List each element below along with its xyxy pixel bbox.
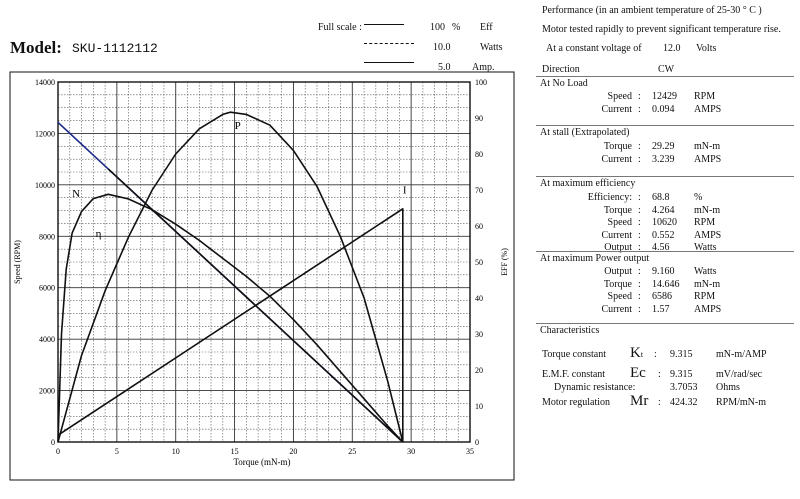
x-tick-label: 30 bbox=[407, 447, 416, 456]
characteristic-label: Torque constant bbox=[542, 349, 607, 360]
row-colon: : bbox=[638, 192, 641, 203]
row-unit: AMPS bbox=[694, 103, 722, 115]
row-unit: AMPS bbox=[694, 303, 722, 315]
row-colon: : bbox=[638, 204, 641, 216]
voltage-value: 12.0 bbox=[663, 43, 681, 54]
series-i-line bbox=[58, 209, 403, 442]
row-value: 12429 bbox=[652, 91, 677, 102]
direction-value: CW bbox=[658, 64, 675, 75]
x-tick-label: 25 bbox=[348, 447, 357, 456]
row-unit: AMPS bbox=[694, 229, 722, 241]
row-value: 9.160 bbox=[652, 266, 675, 277]
y-left-tick-label: 10000 bbox=[35, 180, 55, 190]
y-right-tick-label: 50 bbox=[475, 258, 483, 267]
row-unit: Watts bbox=[694, 266, 717, 277]
x-axis-label: Torque (mN-m) bbox=[233, 457, 291, 467]
y-right-tick-label: 70 bbox=[475, 186, 483, 195]
characteristic-value: 9.315 bbox=[670, 369, 693, 380]
row-label: Torque bbox=[603, 141, 632, 152]
row-unit: mN-m bbox=[694, 204, 721, 216]
x-tick-label: 10 bbox=[171, 447, 180, 456]
characteristic-value: 3.7053 bbox=[670, 382, 698, 393]
model-label: Model: bbox=[10, 38, 62, 57]
row-unit: RPM bbox=[694, 291, 716, 302]
eff-scale-unit: % bbox=[452, 22, 461, 33]
row-label: Current bbox=[601, 229, 632, 241]
row-unit: AMPS bbox=[694, 153, 722, 165]
model-value: SKU-1112112 bbox=[72, 41, 158, 56]
watts-scale-value: 10.0 bbox=[433, 42, 451, 53]
row-colon: : bbox=[638, 242, 641, 254]
characteristic-label: Motor regulation bbox=[542, 397, 611, 408]
row-unit: RPM bbox=[694, 217, 716, 229]
performance-chart bbox=[0, 70, 536, 490]
row-label: Current bbox=[601, 103, 632, 115]
characteristic-symbol: Kt bbox=[630, 345, 644, 361]
series-eff-line bbox=[58, 194, 403, 442]
row-label: Efficiency: bbox=[587, 192, 632, 203]
row-colon: : bbox=[658, 397, 661, 408]
performance-panel bbox=[536, 0, 798, 499]
amp-scale-value: 5.0 bbox=[438, 62, 451, 73]
y-left-tick-label: 14000 bbox=[35, 78, 55, 87]
y-left-tick-label: 8000 bbox=[39, 232, 55, 242]
watts-scale-name: Watts bbox=[480, 42, 503, 53]
row-colon: : bbox=[638, 278, 641, 290]
y-axis-left-label: Speed (RPM) bbox=[13, 240, 22, 284]
y-right-tick-label: 40 bbox=[475, 294, 483, 303]
series-i-label: I bbox=[402, 184, 407, 197]
row-colon: : bbox=[638, 266, 641, 277]
row-label: Torque bbox=[603, 204, 632, 216]
series-eff-label: η bbox=[95, 227, 102, 240]
eff-scale-name: Eff bbox=[480, 22, 493, 33]
row-colon: : bbox=[638, 91, 641, 102]
section-title-stall: At stall (Extrapolated) bbox=[540, 127, 630, 138]
row-unit: mN-m bbox=[694, 141, 721, 152]
row-value: 4.264 bbox=[652, 204, 675, 216]
amp-legend-line bbox=[364, 62, 414, 63]
section-title-characteristics: Characteristics bbox=[540, 325, 600, 336]
row-value: 4.56 bbox=[652, 242, 670, 254]
characteristic-value: 9.315 bbox=[670, 349, 693, 360]
row-label: Speed bbox=[607, 217, 632, 229]
section-title-max_eff: At maximum efficiency bbox=[540, 178, 636, 189]
characteristic-symbol: Ec bbox=[630, 365, 646, 381]
full-scale-label: Full scale : bbox=[318, 22, 362, 33]
eff-scale-value: 100 bbox=[430, 22, 445, 33]
row-value: 68.8 bbox=[652, 192, 670, 203]
characteristic-value: 424.32 bbox=[670, 397, 698, 408]
row-colon: : bbox=[638, 291, 641, 302]
voltage-label: At a constant voltage of bbox=[546, 43, 642, 54]
y-right-tick-label: 30 bbox=[475, 330, 483, 339]
row-label: Speed bbox=[607, 291, 632, 302]
row-colon: : bbox=[638, 303, 641, 315]
row-value: 3.239 bbox=[652, 153, 675, 165]
row-label: Output bbox=[604, 266, 632, 277]
series-n-label: N bbox=[72, 188, 81, 201]
row-value: 6586 bbox=[652, 291, 672, 302]
eff-legend-line bbox=[364, 24, 404, 25]
row-label: Speed bbox=[607, 91, 632, 102]
y-right-tick-label: 10 bbox=[475, 402, 483, 411]
section-divider bbox=[536, 176, 794, 177]
y-axis-right-label: EFF (%) bbox=[500, 248, 509, 276]
row-label: Output bbox=[604, 242, 632, 254]
x-tick-label: 15 bbox=[230, 447, 239, 456]
characteristic-unit: Ohms bbox=[716, 382, 740, 393]
characteristic-unit: mN-m/AMP bbox=[716, 349, 767, 360]
row-label: Current bbox=[601, 303, 632, 315]
row-colon: : bbox=[638, 103, 641, 115]
row-label: Current bbox=[601, 153, 632, 165]
section-divider bbox=[536, 125, 794, 126]
y-left-tick-label: 12000 bbox=[35, 129, 55, 139]
series-p-line bbox=[58, 112, 403, 442]
x-tick-label: 5 bbox=[114, 447, 119, 456]
characteristic-label: E.M.F. constant bbox=[542, 369, 606, 380]
direction-label: Direction bbox=[542, 64, 580, 75]
row-value: 10620 bbox=[652, 217, 677, 229]
section-divider bbox=[536, 323, 794, 324]
y-left-tick-label: 0 bbox=[51, 438, 55, 447]
y-left-tick-label: 6000 bbox=[39, 283, 55, 293]
plot-area bbox=[58, 82, 470, 442]
characteristic-symbol: Mr bbox=[630, 393, 649, 409]
characteristic-unit: RPM/mN-m bbox=[716, 397, 767, 408]
row-value: 29.29 bbox=[652, 141, 675, 152]
y-right-tick-label: 20 bbox=[475, 366, 483, 375]
x-tick-label: 0 bbox=[56, 447, 60, 456]
y-right-tick-label: 0 bbox=[475, 438, 479, 447]
row-value: 0.094 bbox=[652, 103, 675, 115]
row-colon: : bbox=[658, 369, 661, 380]
section-title-max_power: At maximum Power output bbox=[540, 253, 650, 264]
performance-line-2: Motor tested rapidly to prevent significant temperature rise. bbox=[542, 24, 781, 35]
y-left-tick-label: 2000 bbox=[39, 386, 55, 396]
amp-scale-name: Amp. bbox=[472, 62, 495, 73]
y-right-tick-label: 80 bbox=[475, 150, 483, 159]
row-colon: : bbox=[638, 153, 641, 165]
row-label: Torque bbox=[603, 278, 632, 290]
section-title-no_load: At No Load bbox=[540, 78, 588, 89]
row-colon: : bbox=[638, 217, 641, 229]
y-right-tick-label: 60 bbox=[475, 222, 483, 231]
y-left-tick-label: 4000 bbox=[39, 335, 55, 345]
series-p-label: P bbox=[234, 119, 241, 132]
section-divider bbox=[536, 76, 794, 77]
row-colon: : bbox=[638, 229, 641, 241]
section-divider bbox=[536, 251, 794, 252]
y-right-tick-label: 90 bbox=[475, 114, 483, 123]
y-right-tick-label: 100 bbox=[475, 78, 487, 87]
row-value: 1.57 bbox=[652, 303, 670, 315]
watts-legend-line bbox=[364, 43, 414, 44]
characteristic-unit: mV/rad/sec bbox=[716, 369, 763, 380]
row-value: 0.552 bbox=[652, 229, 675, 241]
voltage-unit: Volts bbox=[696, 43, 717, 54]
characteristic-label: Dynamic resistance: bbox=[554, 382, 636, 393]
row-unit: % bbox=[694, 192, 703, 203]
row-unit: Watts bbox=[694, 242, 717, 254]
row-unit: RPM bbox=[694, 91, 716, 102]
row-colon: : bbox=[654, 349, 657, 360]
x-tick-label: 20 bbox=[289, 447, 298, 456]
row-unit: mN-m bbox=[694, 278, 721, 290]
row-value: 14.646 bbox=[652, 278, 680, 290]
characteristic-symbol-subscript: t bbox=[640, 350, 644, 359]
row-colon: : bbox=[638, 141, 641, 152]
x-tick-label: 35 bbox=[466, 447, 474, 456]
performance-line-1: Performance (in an ambient temperature of 25-30 ° C ) bbox=[542, 5, 762, 16]
